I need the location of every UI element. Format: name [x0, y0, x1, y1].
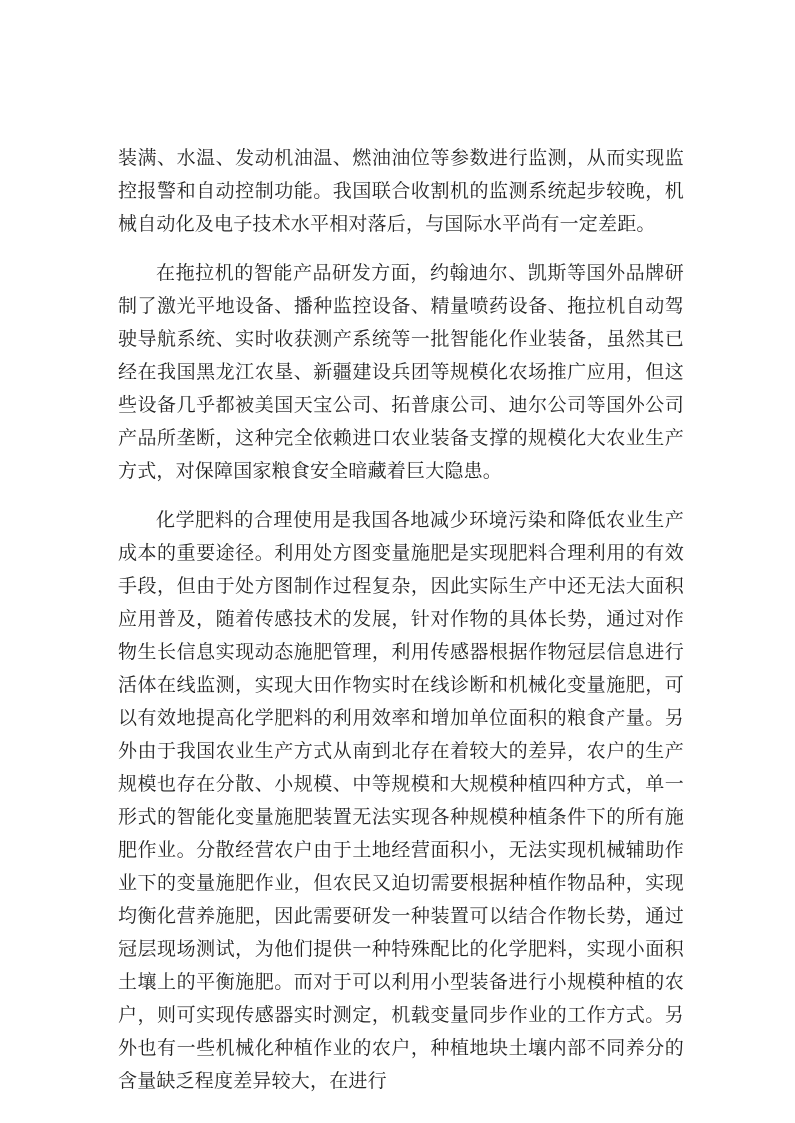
paragraph-2: 在拖拉机的智能产品研发方面，约翰迪尔、凯斯等国外品牌研制了激光平地设备、播种监控设备、精量喷药设备、拖拉机自动驾驶导航系统、实时收获测产系统等一批智能化作业装备，虽然其已经在我国黑龙江农垦、新疆建设兵团等规模化农场推广应用，但这些设备几乎都被美国天宝公司、拓普康公司、迪尔公司等国外公司产品所垄断，这种完全依赖进口农业装备支撑的规模化大农业生产方式，对保障国家粮食安全暗藏着巨大隐患。	[118, 262, 684, 482]
paragraph-3: 化学肥料的合理使用是我国各地减少环境污染和降低农业生产成本的重要途径。利用处方图变量施肥是实现肥料合理利用的有效手段，但由于处方图制作过程复杂，因此实际生产中还无法大面积应用普及，随着传感技术的发展，针对作物的具体长势，通过对作物生长信息实现动态施肥管理，利用传感器根据作物冠层信息进行活体在线监测，实现大田作物实时在线诊断和机械化变量施肥，可以有效地提高化学肥料的利用效率和增加单位面积的粮食产量。另外由于我国农业生产方式从南到北存在着较大的差异，农户的生产规模也存在分散、小规模、中等规模和大规模种植四种方式，单一形式的智能化变量施肥装置无法实现各种规模种植条件下的所有施肥作业。分散经营农户由于土地经营面积小，无法实现机械辅助作业下的变量施肥作业，但农民又迫切需要根据种植作物品种，实现均衡化营养施肥，因此需要研发一种装置可以结合作物长势，通过冠层现场测试，为他们提供一种特殊配比的化学肥料，实现小面积土壤上的平衡施肥。而对于可以利用小型装备进行小规模种植的农户，则可实现传感器实时测定，机载变量同步作业的工作方式。另外也有一些机械化种植作业的农户，种植地块土壤内部不同养分的含量缺乏程度差异较大，在进行	[118, 509, 684, 1092]
paragraph-1: 装满、水温、发动机油温、燃油油位等参数进行监测，从而实现监控报警和自动控制功能。我国联合收割机的监测系统起步较晚，机械自动化及电子技术水平相对落后，与国际水平尚有一定差距。	[118, 147, 684, 235]
document-page	[118, 142, 684, 1098]
